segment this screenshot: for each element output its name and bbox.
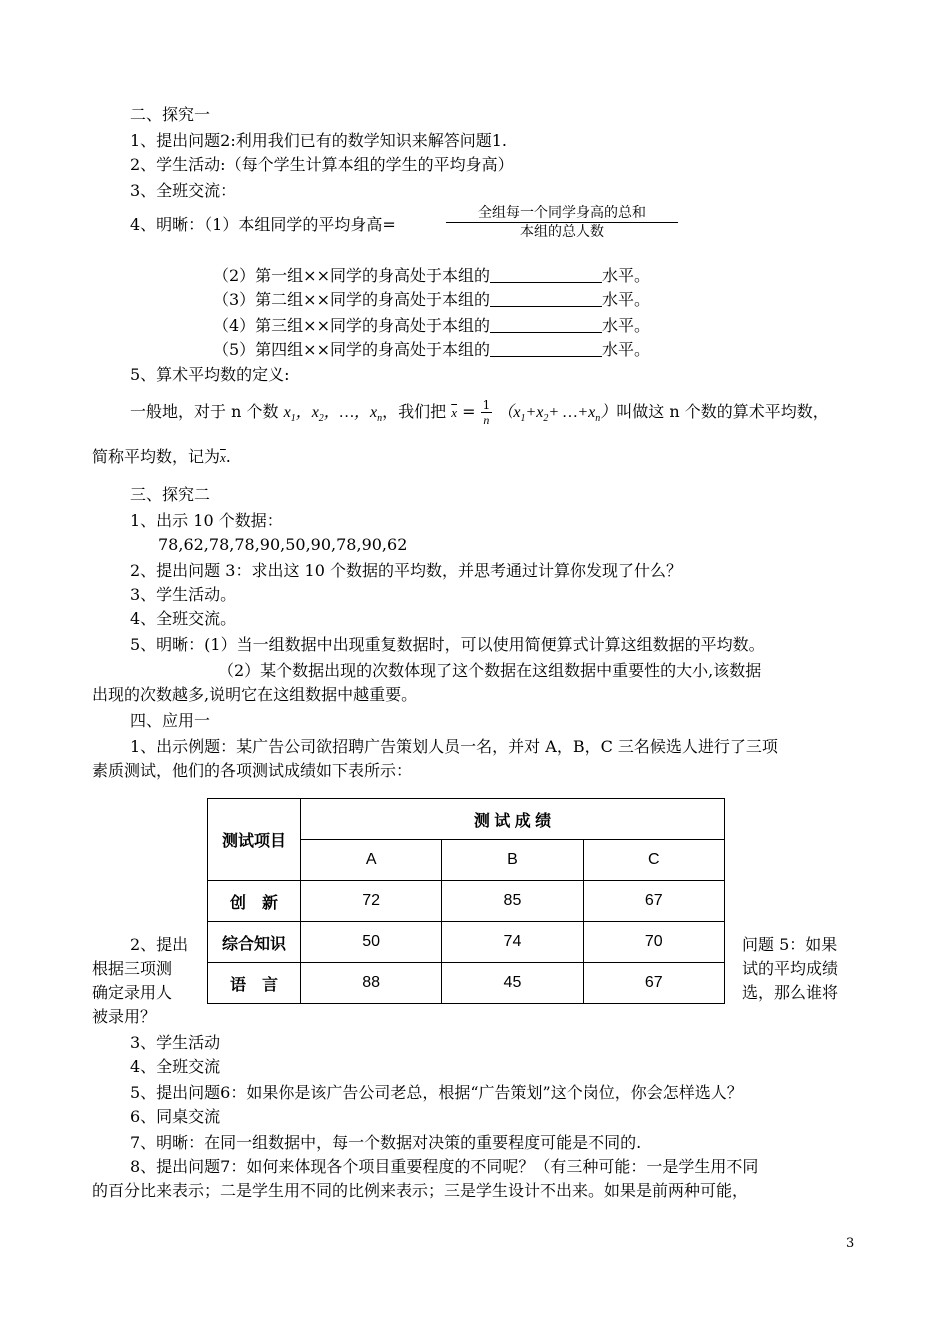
level-line: [213, 314, 650, 337]
page-number: 3: [846, 1236, 855, 1251]
table-row: [208, 881, 725, 922]
paragraph: 6、同桌交流: [130, 1107, 221, 1126]
table-cell: 45: [442, 963, 583, 1004]
paragraph: 1、提出问题2:利用我们已有的数学知识来解答问题1.: [130, 131, 508, 150]
table-row: [208, 963, 725, 1004]
level-text: （4）第三组××同学的身高处于本组的: [213, 316, 490, 335]
paragraph: 8、提出问题7：如何来体现各个项目重要程度的不同呢？（有三种可能：一是学生用不同: [130, 1157, 759, 1176]
wrap-left-line: 确定录用人: [92, 983, 173, 1002]
definition-text: 一般地，对于 n 个数: [130, 402, 279, 421]
fraction-denominator: 本组的总人数: [520, 224, 604, 240]
paragraph: 素质测试，他们的各项测试成绩如下表所示：: [92, 761, 413, 780]
level-text: （2）第一组××同学的身高处于本组的: [213, 266, 490, 285]
table-cell: 74: [442, 922, 583, 963]
paragraph: 2、学生活动:（每个学生计算本组的学生的平均身高）: [130, 155, 514, 174]
x-bar-symbol: $\overline{x}$: [451, 405, 458, 420]
one-over-n-fraction: [481, 398, 493, 427]
math-variables: $x_1$，$x_2$，…，$x_n$: [283, 404, 383, 425]
paragraph: （2）某个数据出现的次数体现了这个数据在这组数据中重要性的大小,该数据: [218, 661, 762, 680]
paragraph: 5、提出问题6：如果你是该广告公司老总，根据“广告策划”这个岗位，你会怎样选人？: [130, 1083, 743, 1102]
paragraph: 4、明晰：（1）本组同学的平均身高=: [130, 215, 396, 234]
definition-line: 一般地，对于 n 个数 $x_1$，$x_2$，…，$x_n$，我们把 $\overline{x}$ = $\frac{1}{n}$ （$x_1+x_2+$ $\dots+x_n$）叫做这 n 个数的算术平均数，: [130, 398, 829, 427]
scores-table: [207, 798, 725, 1004]
paragraph: 2、提出问题 3：求出这 10 个数据的平均数，并思考通过计算你发现了什么？: [130, 561, 682, 580]
table-cell: 50: [301, 922, 442, 963]
table-cell: 72: [301, 881, 442, 922]
section-heading-3: 三、探究二: [130, 485, 211, 504]
table-header-scores: 测 试 成 绩: [301, 799, 725, 840]
level-line: [213, 338, 650, 361]
table-cell: 67: [583, 881, 724, 922]
paragraph: 的百分比来表示；二是学生用不同的比例来表示；三是学生设计不出来。如果是前两种可能，: [92, 1181, 749, 1200]
paragraph: 5、明晰：(1）当一组数据中出现重复数据时，可以使用简便算式计算这组数据的平均数。: [130, 635, 765, 654]
wrap-left-line: 2、提出: [130, 935, 189, 954]
fraction-n: n: [483, 413, 490, 427]
definition-text: 叫做这 n 个数的算术平均数，: [616, 402, 829, 421]
section-heading-4: 四、应用一: [130, 711, 211, 730]
level-text: （3）第二组××同学的身高处于本组的: [213, 290, 490, 309]
level-line: [213, 288, 650, 311]
level-suffix: 水平。: [602, 340, 651, 359]
row-label: 综合知识: [208, 922, 301, 963]
table-cell: 70: [583, 922, 724, 963]
table-row: [208, 922, 725, 963]
level-suffix: 水平。: [602, 266, 651, 285]
level-line: [213, 264, 650, 287]
wrap-right-line: 问题 5：如果: [742, 935, 838, 954]
fraction-one: 1: [482, 398, 491, 412]
level-suffix: 水平。: [602, 290, 651, 309]
fill-blank: [490, 288, 602, 307]
height-average-fraction: [446, 204, 678, 241]
level-suffix: 水平。: [602, 316, 651, 335]
paragraph: 4、全班交流: [130, 1057, 221, 1076]
table-cell: 88: [301, 963, 442, 1004]
data-values: 78,62,78,78,90,50,90,78,90,62: [158, 535, 408, 554]
paragraph: 出现的次数越多,说明它在这组数据中越重要。: [92, 685, 418, 704]
paragraph: 7、明晰：在同一组数据中，每一个数据对决策的重要程度可能是不同的.: [130, 1133, 642, 1152]
column-header-c: C: [583, 840, 724, 881]
section-heading-2: 二、探究一: [130, 105, 211, 124]
column-header-a: A: [301, 840, 442, 881]
paragraph: 1、出示例题：某广告公司欲招聘广告策划人员一名，并对 A，B，C 三名候选人进行了三项: [130, 737, 778, 756]
paragraph: 3、学生活动: [130, 1033, 221, 1052]
fill-blank: [490, 338, 602, 357]
paragraph: 1、出示 10 个数据：: [130, 511, 283, 530]
wrap-right-line: 选，那么谁将: [742, 983, 839, 1002]
definition-text: ，我们把: [382, 402, 447, 421]
wrap-left-line: 根据三项测: [92, 959, 173, 978]
column-header-b: B: [442, 840, 583, 881]
paragraph: 3、学生活动。: [130, 585, 237, 604]
table-header-item: 测试项目: [208, 799, 301, 881]
fill-blank: [490, 314, 602, 333]
paragraph: 4、全班交流。: [130, 609, 237, 628]
table-cell: 85: [442, 881, 583, 922]
paragraph: 5、算术平均数的定义:: [130, 365, 290, 384]
level-text: （5）第四组××同学的身高处于本组的: [213, 340, 490, 359]
row-label: 创 新: [208, 881, 301, 922]
definition-line-2: 简称平均数，记为$\overline{x}$.: [92, 447, 231, 466]
x-bar-symbol: $\overline{x}$: [220, 450, 226, 465]
fill-blank: [490, 264, 602, 283]
row-label: 语 言: [208, 963, 301, 1004]
paragraph: 3、全班交流：: [130, 181, 237, 200]
definition-text: 简称平均数，记为: [92, 447, 221, 466]
wrap-right-line: 试的平均成绩: [742, 959, 839, 978]
fraction-numerator: 全组每一个同学身高的总和: [478, 205, 646, 221]
table-cell: 67: [583, 963, 724, 1004]
wrap-left-line: 被录用？: [92, 1007, 157, 1026]
math-sum: （$x_1+x_2+$ $\dots+x_n$）: [497, 404, 617, 425]
